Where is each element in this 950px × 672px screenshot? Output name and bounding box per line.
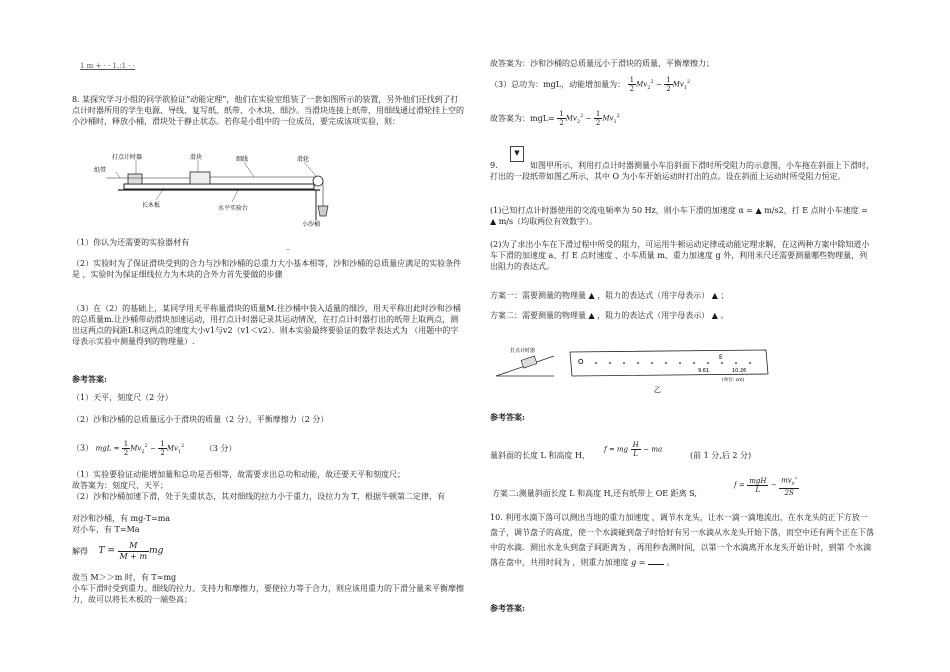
answer-3-row: （3） mgL = $\frac{1}{2}$ $Mv_2^2$ − $\frac{1}{2}$ $Mv_1^2$ （3 分） — [72, 440, 237, 457]
right-r2-row: （3）总功为：mgL，动能增加量为： $\frac{1}{2}$ $Mv_2^2$ − $\frac{1}{2}$ $Mv_1^2$ — [490, 76, 691, 93]
frac-b-den: 2 — [160, 449, 165, 457]
r2-mv-b: Mv — [672, 80, 684, 89]
solve-mg: mg — [149, 546, 164, 556]
q9-intro: 如图甲所示，利用打点计时器测量小车沿斜面下滑时所受阻力的示意图，小车拖在斜面上下滑时，打出的一段纸带如图乙所示，其中 O 为小车开始运动时打出的点。设在斜面上运动时所受阻力恒定。 — [490, 161, 874, 181]
f1-frac — [631, 441, 641, 458]
answer-heading-right: 参考答案: — [490, 412, 525, 422]
right-r3: 故答案为：mgL= — [490, 114, 555, 123]
header-fragment: 1 m + · · 1.:1 · · — [80, 62, 135, 70]
f1-lhs: f = mg — [604, 445, 629, 454]
f1-ma: − ma — [643, 445, 663, 454]
r2-frac-a — [628, 76, 636, 93]
solve-num: M — [118, 541, 150, 552]
r2-minus: − — [656, 80, 665, 89]
right-r1: 故答案为：沙和沙桶的总质量远小于滑块的质量，平衡摩擦力； — [490, 59, 714, 68]
f2-mgh: mgH — [749, 476, 767, 485]
q10-blank — [648, 564, 664, 565]
q8-apparatus-figure — [94, 150, 354, 230]
label-pulley: 滑轮 — [297, 156, 310, 163]
timer-shape — [128, 174, 142, 184]
explain-2: 故答案为：刻度尺、天平； — [72, 481, 168, 490]
answer-3-mv-a: Mv — [130, 444, 142, 453]
q9-plan2: 方案二：需要测量的物理量 ▲ ，阻力的表达式（用字母表示） ▲ 。 — [490, 311, 729, 320]
label-unit: (单位: cm) — [722, 378, 745, 383]
explain-6: 解得 — [72, 547, 88, 556]
explain-1: （1）实验要验证动能增加量和总功是否相等，故需要求出总功和动能，故还要天平和刻度尺； — [72, 470, 406, 479]
q9-icon: ▼ — [510, 146, 524, 162]
ans1-score: (前 1 分,后 2 分) — [690, 451, 752, 460]
right-r3-row: 故答案为：mgL= $\frac{1}{2}$ $Mv_2^2$ − $\frac{1}{2}$ $Mv_1^2$ — [490, 110, 620, 127]
cart-shape — [521, 356, 537, 368]
q8-part1-text: （1）你认为还需要的实验器材有 — [72, 238, 190, 247]
q8-part3: （3）在（2）的基础上，某同学用天平称量滑块的质量M.往沙桶中装入适量的细沙，用天平称出此时沙和沙桶的总质量m.让沙桶带动滑块加速运动，用打点计时器记录其运动情况，在打点计时器打出的纸带上取两点，测出这两点的间距L和这两点的速度大小v1与v2（v1＜v2）．则本实验最终要验证的数学表达式为 （用题中的字母表示实验中测量得到的物理量）. — [72, 304, 461, 346]
right-r2: （3）总功为：mgL，动能增加量为： — [490, 80, 626, 89]
q8-part2: （2）实验时为了保证滑块受到的合力与沙和沙桶的总重力大小基本相等，沙和沙桶的总质量应满足的实验条件是 ，实验时为保证细线拉力为木块的合外力首先要做的步骤 — [72, 259, 462, 279]
label-board: 长木板 — [142, 202, 161, 209]
f1-h: H — [632, 441, 639, 449]
label-o: O — [578, 358, 584, 366]
label-e: E — [719, 354, 723, 361]
r2-frac-a-den: 2 — [629, 85, 635, 93]
leader-tape — [116, 172, 120, 178]
q9-part2: (2)为了求出小车在下滑过程中所受的阻力，可运用牛顿运动定律或动能定理求解，在这两种方案中除知道小车下滑的加速度 a、打 E 点时速度 、小车质量 m、重力加速度 g 外，利用米尺还需要测量哪些物理量，列出阻力的表达式。 — [490, 240, 870, 271]
bucket-shape — [318, 206, 328, 216]
leader-table — [232, 190, 238, 202]
f2-2s: 2S — [784, 488, 794, 497]
explain-8: 小车下滑时受到重力、细线的拉力、支持力和摩擦力，要使拉力等于合力，则应该用重力的下滑分量来平衡摩擦力，故可以将长木板的一端垫高； — [72, 584, 464, 604]
label-d1: 9.61 — [698, 368, 710, 374]
r2-frac-b — [664, 76, 672, 93]
block-shape — [190, 172, 210, 184]
answer-3-eq-lhs: mgL = — [95, 444, 122, 453]
frac-a-den: 2 — [123, 449, 129, 457]
f2-mv: mv — [781, 476, 792, 485]
r3-frac-a-den: 2 — [559, 119, 564, 127]
r3-minus: − — [585, 114, 594, 123]
q8-part1-blank: _ — [286, 241, 290, 250]
f2-l: L — [755, 485, 761, 494]
leader-pulley — [304, 162, 316, 176]
explain-6-row — [72, 541, 163, 562]
q10-g: g = — [631, 558, 646, 567]
solve-t: T = — [98, 546, 115, 556]
r2-frac-a-num: 1 — [629, 76, 635, 84]
answer-2: （2）沙和沙桶的总质量远小于滑块的质量（2 分），平衡摩擦力（2 分） — [72, 415, 329, 424]
label-timer: 打点计时器 — [112, 154, 143, 161]
label-table: 水平实验台 — [218, 205, 249, 212]
f2-frac-b — [779, 474, 799, 497]
label-block: 滑块 — [190, 154, 203, 161]
fig2-timer-label: 打点计时器 — [510, 348, 536, 354]
q9-tape-figure — [492, 338, 772, 394]
answer-3-frac-a — [122, 440, 130, 457]
f-formula-1 — [604, 441, 662, 458]
answer-3-minus: − — [150, 444, 159, 453]
r3-frac-a-num: 1 — [559, 110, 564, 118]
leader-string — [244, 162, 254, 177]
r3-frac-a — [557, 110, 565, 127]
r2-frac-b-den: 2 — [666, 85, 671, 93]
r3-mv-a: Mv — [565, 114, 577, 123]
q10-end: 。 — [666, 558, 675, 567]
r3-frac-b-den: 2 — [595, 119, 601, 127]
frac-b-num: 1 — [160, 440, 165, 448]
answer-1: （1）天平，刻度尺（2 分） — [72, 393, 173, 402]
f2-lhs: f = — [734, 480, 745, 489]
label-bucket: 小沙桶 — [302, 221, 321, 228]
q8-intro: 8. 某探究学习小组的同学欲验证“动能定理”，他们在实验室组装了一套如图所示的装置，另外他们还找到了打点计时器所用的学生电源、导线、复写纸、纸带、小木块、细沙。当滑块连接上纸带，用细线通过滑轮挂上空的小沙桶时，释放小桶，滑块处于静止状态。若你是小组中的一位成员，要完成该项实验，则： — [72, 95, 464, 126]
ans1-text: 量斜面的长度 L 和高度 H， — [490, 451, 590, 460]
explain-3: （2）沙和沙桶加速下滑，处于失重状态，其对细线的拉力小于重力，设拉力为 T，根据牛顿第二定律，有 — [72, 492, 445, 501]
f2-frac-a — [747, 477, 768, 494]
answer-3-score: （3 分） — [204, 443, 237, 453]
ans2-text: 方案二:测量斜面长度 L 和高度 H,还有纸带上 OE 距离 S, — [492, 489, 697, 498]
solve-den: M + m — [119, 552, 148, 561]
q8-part1 — [72, 237, 189, 248]
frac-a-num: 1 — [123, 440, 129, 448]
q9-num: 9. — [490, 161, 498, 170]
pulley-shape — [313, 176, 323, 186]
answer-3-frac-b — [158, 440, 166, 457]
explain-5: 对小车，有 T=Ma — [72, 525, 140, 534]
explain-4: 对沙和沙桶，有 mg-T=ma — [72, 514, 171, 523]
label-tape: 纸带 — [94, 167, 107, 174]
fig2-caption: 乙 — [654, 386, 661, 394]
r2-frac-b-num: 1 — [666, 76, 671, 84]
label-string: 细线 — [236, 156, 249, 163]
q9-part1: (1)已知打点计时器使用的交流电频率为 50 Hz，则小车下滑的加速度 α = ▲ m/s2，打 E 点时小车速度 = ▲ m/s（均取两位有效数字）。 — [490, 206, 868, 226]
board-shape — [124, 184, 314, 189]
q10-text — [490, 510, 875, 570]
answer-3-prefix: （3） — [72, 443, 94, 453]
label-d2: 10.26 — [732, 368, 747, 374]
r2-mv-a: Mv — [636, 80, 648, 89]
solve-frac — [118, 541, 150, 562]
answer-heading-left: 参考答案: — [72, 374, 107, 384]
r3-mv-b: Mv — [602, 114, 614, 123]
answer-3-mv-b: Mv — [166, 444, 178, 453]
f1-l: L — [633, 450, 638, 458]
q10-body: 10. 利用水滴下落可以测出当地的重力加速度 ，调节水龙头，让水一滴一滴地流出，在水龙头的正下方放一盘子，调节盘子的高度，使一个水滴碰到盘子时恰好有另一水滴从水龙头开始下落，而空中还有两个正在下落中的水滴．测出水龙头到盘子间距离为 ，再用秒表测时间，以第一个水滴离开水龙头开始计时，到第 个水滴落在盘中，共用时间为 ，则重力加速度 — [490, 513, 874, 567]
q9-plan1: 方案一：需要测量的物理量 ▲ ，阻力的表达式（用字母表示） ▲ ； — [490, 291, 729, 300]
explain-7: 故当 M＞＞m 时，有 T≈mg — [72, 573, 177, 582]
answer-heading-right-2: 参考答案: — [490, 603, 525, 613]
f-formula-2: f = $\frac{\text{mgH}}{L}$ − $\frac{mv_E^2}{2S}$ — [734, 475, 798, 497]
r3-frac-b-num: 1 — [595, 110, 601, 118]
f2-num-wrap: $mv_E^2$ — [779, 474, 799, 489]
